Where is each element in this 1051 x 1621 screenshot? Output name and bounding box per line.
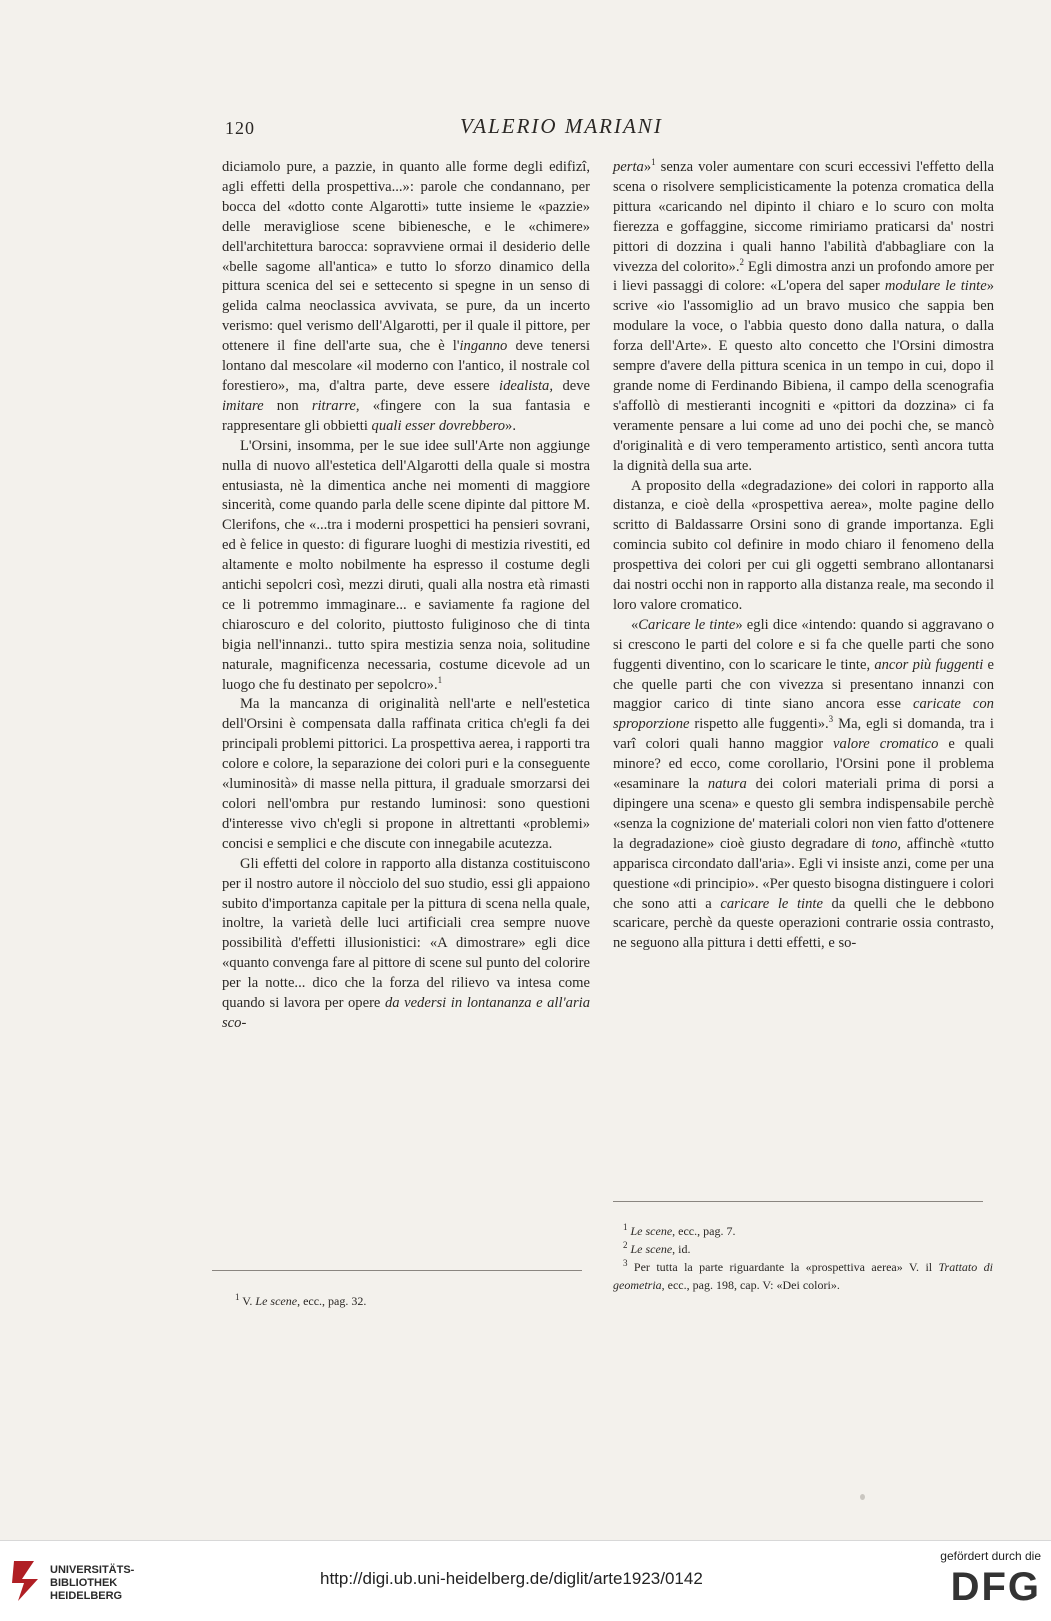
footnote-right-2: $^2$ Le scene, id. xyxy=(623,1240,691,1256)
dfg-funding-logo[interactable] xyxy=(911,1549,1041,1615)
digitization-footer xyxy=(0,1540,1051,1621)
footnote-ref: 1 xyxy=(437,674,443,685)
left-column xyxy=(222,158,590,1034)
left-paragraph-4: Gli effetti del colore in rapporto alla distanza costituiscono per il nostro autore il nòcciolo del suo studio, essi gli appaiono subito d'importanza capitale per la pittura di scena nella quale, inoltre, la varietà delle luci artificiali crea sempre nuove possibilità d'effetti illusionistici: «A dimostrare» egli dice «quanto convenga fare al pittore di scene sul punto del colorire per la notte... dico che la forza del rilievo va intesa come quando si lavora per opere da vedersi in lontananza e all'aria sco- xyxy=(222,855,590,1031)
footnote-rule-right xyxy=(613,1201,983,1202)
university-library-logo[interactable] xyxy=(10,1555,230,1609)
right-paragraph-3: «Caricare le tinte» egli dice «intendo: quando si aggravano o si crescono le parti del colore e si fa che quelle parti che sono fuggenti diventino, con lo scaricare le tinte, ancor più fuggenti e che quelle parti che con vivezza si presentano innanzi con maggior carico di tinte siano ancora esse caricate con sproporzione rispetto alle fuggenti».$^3$ Ma, egli si domanda, tra i varî colori quali hanno maggior valore cromatico e quali minore? ed ecco, come corollario, l'Orsini pone il problema «esaminare la natura dei colori materiali prima di porsi a dipingere una scena» e questo gli sembra indispensabile perchè «senza la cognizione de' materiali colori non vien fatto d'ottenere la degradazione» cioè giusto degradare di tono, affinchè «tutto apparisca circondato dall'aria». Egli vi insiste anzi, come per una questione «di principio». «Per questo bisogna distinguere i colori che sono atti a caricare le tinte da quelli che le debbono scaricare, perchè da queste operazioni contrarie ossia contrasto, ne seguono alla pittura i detti effetti, e so- xyxy=(613,616,995,952)
footnote-ref: 2 xyxy=(739,256,744,267)
right-paragraph-2: A proposito della «degradazione» dei colori in rapporto alla distanza, e cioè della «prospettiva aerea», molte pagine dello scritto di Baldassarre Orsini sono di grande importanza. Egli comincia subito col definire in modo chiaro il fenomeno della prospettiva dei colori per cui gli oggetti sembrano allontanarsi dai nostri occhi non in rapporto alla distanza reale, ma secondo il loro valore cromatico. xyxy=(613,477,994,613)
footnote-right-1: $^1$ Le scene, ecc., pag. 7. xyxy=(623,1222,736,1238)
running-head: VALERIO MARIANI xyxy=(460,114,663,138)
left-paragraph-3: Ma la mancanza di originalità nell'arte e nell'estetica dell'Orsini è compensata dalla raffinata critica ch'egli fa dei principali problemi pittorici. La prospettiva aerea, i rapporti tra colore e colore, la separazione dei colori puri e la conseguente «luminosità» di masse nella pittura, il graduale smorzarsi dei colori nell'ombra pur restando luminosi: sono questioni d'interesse vivo ch'egli si propone in altrettanti «problemi» concisi e semplici e che discute con innegabile acutezza. xyxy=(222,696,590,852)
footnote-ref: 3 xyxy=(828,714,834,725)
footnote-left-1: $^1$ V. Le scene, ecc., pag. 32. xyxy=(235,1292,367,1308)
footnote-ref: 1 xyxy=(651,157,656,168)
paper-speck xyxy=(860,1494,865,1500)
footnote-rule-left xyxy=(212,1270,582,1271)
left-paragraph-1: diciamolo pure, a pazzie, in quanto alle forme degli edifizî, agli effetti della prospettiva...»: parole che condannano, per bocca del «dotto conte Algarotti» tutte insieme le «pazzie» delle meravigliose scene bibienesche, e le «chimere» dell'architettura barocca: sopravviene ormai il desiderio delle «belle sagome all'antica» e tutto lo sforzo dinamico della pittura scenica del sei e settecento si spegne in un senso di gelida calma neoclassica avvivata, se pure, da un incerto verismo: quel verismo dell'Algarotti, per il quale il pittore, per ottenere il fine dell'arte sua, che è l'inganno deve tenersi lontano dal mescolare «il moderno con l'antico, il nostrale col forestiero», ma, d'altra parte, deve essere idealista, deve imitare non ritrarre, «fingere con la sua fantasia e rappresentare gli obbietti quali esser dovrebbero». xyxy=(222,159,591,434)
footnotes-right xyxy=(613,1222,993,1294)
right-paragraph-1: perta»$^1$ senza voler aumentare con scuri eccessivi l'effetto della scena o risolvere semplicisticamente la potenza cromatica della pittura «caricando nel dipinto il chiaro e lo scuro con molta fierezza e goffaggine, siccome rimiriamo praticarsi da' nostri pittori di dozzina i quali hanno l'abilità d'abbagliare con la vivezza del colorito».$^2$ Egli dimostra anzi un profondo amore per i lievi passaggi di colore: «L'opera del saper modulare le tinte» scrive «io l'assomiglio ad un bravo musico che sappia ben modulare la voce, o l'abbia questo dono dalla natura, o dalla forza dell'Arte». E questo alto concetto che l'Orsini dimostra sempre d'avere della pittura scenica in un tempo in cui, dopo il grande nome di Ferdinando Bibiena, il campo della scenografia s'affollò di mestieranti incogniti e «pittori da dozzina» ci fa veramente pensare a lui come ad uno dei pochi che, se mancò d'originalità e di vero temperamento artistico, sentì ancora tutta la dignità della sua arte. xyxy=(613,157,994,474)
page-number: 120 xyxy=(225,118,255,138)
footnote-right-3: $^3$ Per tutta la parte riguardante la «prospettiva aerea» V. il Trattato di geometria, ecc., pag. 198, cap. V: «Dei colori». xyxy=(613,1258,993,1292)
permalink-url[interactable]: http://digi.ub.uni-heidelberg.de/diglit/arte1923/0142 xyxy=(320,1569,703,1588)
dfg-mark: DFG xyxy=(950,1565,1041,1609)
library-emblem-icon xyxy=(10,1555,44,1605)
footnotes-left xyxy=(225,1292,585,1310)
library-name: UNIVERSITÄTS- BIBLIOTHEK HEIDELBERG xyxy=(50,1564,135,1602)
left-paragraph-2: L'Orsini, insomma, per le sue idee sull'Arte non aggiunge nulla di nuovo all'estetica dell'Algarotti della quale si mostra entusiasta, nè la dimentica anche nei momenti di maggiore sincerità, come quando parla delle scene dipinte dal pittore M. Clerifons, che «...tra i moderni prospettici ha pensieri sovrani, ed è felice in questo: di figurare luoghi di mestizia rivestiti, ed altamente e molto nobilmente ha espresso il costume degli antichi sepolcri così, mezzi diruti, quali alla nostra età rimasti ce li potremmo immaginare... e saviamente fa ragione del chiaroscuro e del colorito, piuttosto fuliginoso che di tinta bigia nell'innanzi.. tutto spira mestizia senza noia, solitudine naturale, magnificenza necessaria, costume dicevole ad un luogo che fu destinato per sepolcro».$^1$ xyxy=(222,437,590,693)
right-column xyxy=(613,158,994,954)
funding-note: gefördert durch die xyxy=(940,1549,1041,1563)
